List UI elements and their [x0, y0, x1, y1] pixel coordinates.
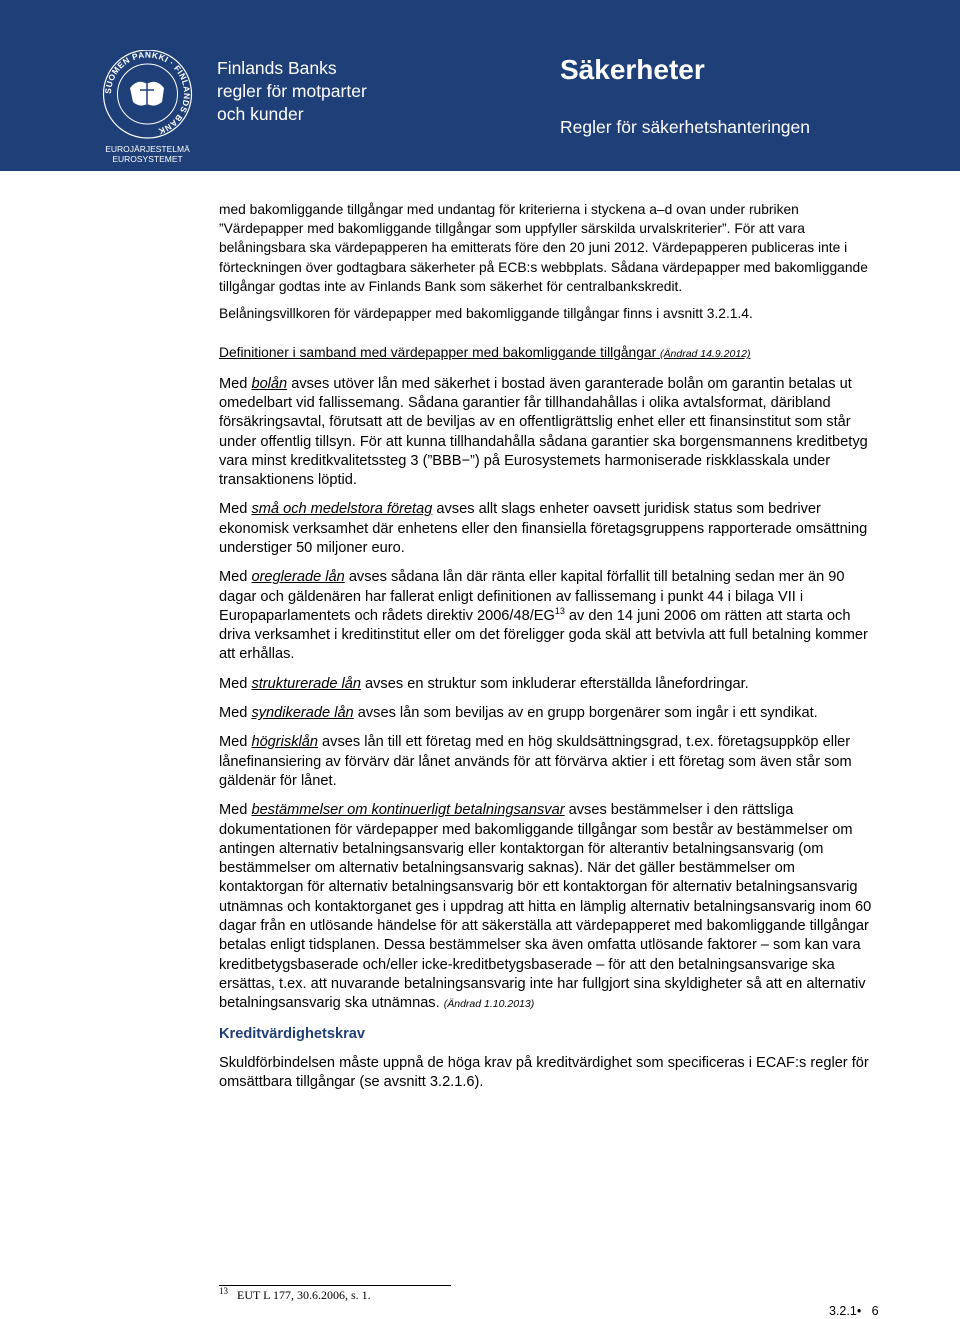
term-oreglerade-lan: oreglerade lån: [251, 569, 345, 586]
document-body: [219, 200, 879, 1102]
logo-ring-text: SUOMEN PANKKI · FINLANDS BANK: [102, 50, 193, 137]
kreditvardighet-heading: Kreditvärdighetskrav: [219, 1025, 365, 1042]
intro-paragraph: med bakomliggande tillgångar med undantag för kriterierna i styckena a–d ovan under rubriken ”Värdepapper med bakomliggande tillgångar som uppfyller särskilda urvalskriterier”. För att vara belåningsbara ska värdepapperen ha emitterats före den 20 juni 2012. Värdepapperen publiceras inte i förteckningen över godtagbara säkerheter på ECB:s webbplats. Sådana värdepapper med bakomliggande tillgångar godtas inte av Finlands Bank som säkerhet för centralbankskredit.: [219, 202, 868, 294]
definitions-amended-note: (Ändrad 14.9.2012): [660, 348, 751, 361]
footnote-reference[interactable]: 13: [554, 606, 565, 617]
org-line-3: och kunder: [217, 104, 304, 124]
footnote: [219, 1288, 371, 1303]
logo-line-1: EUROJÄRJESTELMÄ: [105, 144, 190, 154]
page-header: [0, 0, 960, 171]
page-number-value: 6: [871, 1304, 879, 1318]
kreditvardighet-paragraph: Skuldförbindelsen måste uppnå de höga krav på kreditvärdighet som specificeras i ECAF:s regler för omsättbara tillgångar (se avsnitt 3.2.1.6).: [219, 1054, 869, 1091]
footnote-divider: [219, 1285, 451, 1286]
org-line-2: regler för motparter: [217, 81, 367, 101]
page-section-number: 3.2.1: [829, 1304, 857, 1318]
definition-kontinuerligt-betalningsansvar: Med bestämmelser om kontinuerligt betalningsansvar avses bestämmelser i den rättsliga dokumentationen för värdepapper med bakomliggande tillgångar som består av bestämmelser om antingen alternativ betalningsansvarig eller kontaktorgan för alterantiv betalningsansvarig (om bestämmelser om alternativ betalningsansvarig saknas). När det gäller bestämmelser om kontaktorgan för alternativ betalningsansvarig bör ett kontaktorgan för alternativ betalningsansvarig utnämnas och kontaktorganet ges i uppdrag att hitta en lämplig alternativ betalningsansvarig inom 60 dagar från en utlösande händelse för att säkerställa att värdepapperet med bakomliggande tillgångar betalas enligt tidsplanen. Dessa bestämmelser ska även omfatta utlösande faktorer – som kan vara kreditbetygsbaserade och/eller icke-kreditbetygsbaserade – för att den betalningsansvarige ska ersättas, t.ex. att nuvarande betalningsansvarig inte har fullgjort sina skyldigheter så att en alternativ betalningsansvarig ska utnämnas. (Ändrad 1.10.2013): [219, 802, 872, 1012]
page-number: [829, 1304, 879, 1318]
term-strukturerade-lan: strukturerade lån: [251, 675, 361, 692]
bank-logo: [100, 50, 195, 165]
definition-bolan: Med bolån avses utöver lån med säkerhet i bostad även garanterade bolån om garantin betalas ut omedelbart vid fallissemang. Sådana garantier får tillhandahållas i olika avtalsformat, däribland försäkringsavtal, förutsatt att de beviljas av en offentligrättslig enhet eller ett finansinstitut som står under offentlig tillsyn. För att kunna tillhandahålla sådana garantier ska borgensmannens kreditbetyg vara minst kreditkvalitetssteg 3 (”BBB−”) på Eurosystemets harmoniserade riskklasskala under transaktionens löptid.: [219, 375, 868, 489]
definition-strukturerade-lan: Med strukturerade lån avses en struktur som inkluderar efterställda lånefordringar.: [219, 675, 749, 692]
definition-oreglerade-lan: Med oreglerade lån avses sådana lån där ränta eller kapital förfallit till betalning sedan mer än 90 dagar och gäldenären har fallerat enligt definitionen av fallissemang i punkt 44 i bilaga VII i Europaparlamentets och rådets direktiv 2006/48/EG$^{13}$ av den 14 juni 2006 om rätten att starta och driva verksamhet i kreditinstitut eller om det föreligger goda skäl att betvivla att full betalning kommer att erhållas.: [219, 569, 868, 663]
definitions-heading-text: Definitioner i samband med värdepapper med bakomliggande tillgångar: [219, 345, 657, 361]
term-kontinuerligt-betalningsansvar: bestämmelser om kontinuerligt betalningsansvar: [251, 802, 565, 819]
bestammelser-amended-note: (Ändrad 1.10.2013): [443, 998, 535, 1011]
logo-line-2: EUROSYSTEMET: [112, 154, 183, 164]
definition-hogrisklan: Med högrisklån avses lån till ett företag med en hög skuldsättningsgrad, t.ex. företagsuppköp eller lånefinansiering av förvärv där lånet används för att förvärva aktier i ett företag som även står som gäldenär för lånet.: [219, 734, 852, 789]
org-line-1: Finlands Banks: [217, 58, 337, 78]
section-title: Säkerheter: [560, 54, 705, 85]
term-hogrisklan: högrisklån: [251, 734, 318, 751]
footnote-text: EUT L 177, 30.6.2006, s. 1.: [237, 1288, 371, 1302]
villkor-paragraph: Belåningsvillkoren för värdepapper med bakomliggande tillgångar finns i avsnitt 3.2.1.4.: [219, 306, 753, 322]
term-sma-foretag: små och medelstora företag: [251, 501, 433, 518]
organization-name: [217, 57, 367, 126]
page-bullet: •: [856, 1304, 862, 1318]
term-syndikerade-lan: syndikerade lån: [251, 705, 354, 722]
section-subtitle: Regler för säkerhetshanteringen: [560, 117, 811, 137]
definitions-heading: [219, 343, 879, 364]
term-bolan: bolån: [251, 375, 288, 392]
definition-sma-foretag: Med små och medelstora företag avses allt slags enheter oavsett juridisk status som bedriver ekonomisk verksamhet där enhetens eller den finansiella företagsgruppens rapporterade omsättning understiger 50 miljoner euro.: [219, 501, 868, 556]
footnote-number: 13: [219, 1286, 228, 1296]
definition-syndikerade-lan: Med syndikerade lån avses lån som beviljas av en grupp borgenärer som ingår i ett syndikat.: [219, 705, 818, 722]
